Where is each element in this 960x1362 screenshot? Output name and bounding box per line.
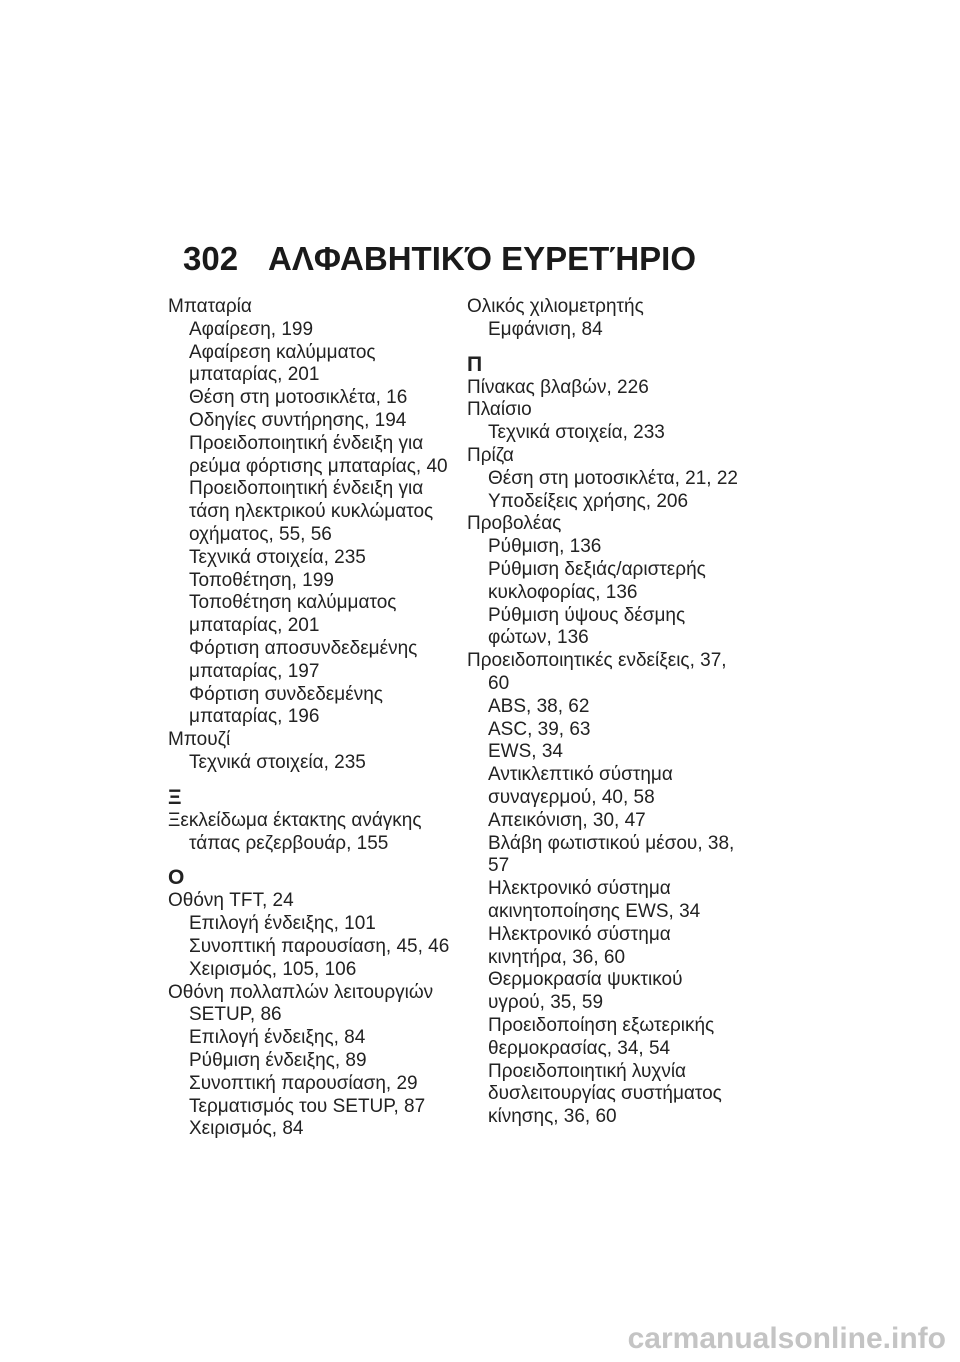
index-subentry: Θέση στη μοτοσικλέτα, 16 xyxy=(189,387,408,409)
index-subentry: Απεικόνιση, 30, 47 xyxy=(488,809,646,831)
index-subentry: Προειδοποίηση εξωτερικής xyxy=(488,1014,715,1036)
section-letter: Ο xyxy=(168,866,185,890)
index-subentry: Συνοπτική παρουσίαση, 45, 46 xyxy=(189,935,450,957)
index-entry-continuation: συναγερμού, 40, 58 xyxy=(488,786,655,808)
index-subentry: Χειρισμός, 84 xyxy=(189,1118,304,1140)
index-subentry: Ρύθμιση ύψους δέσμης xyxy=(488,604,686,626)
index-subentry: EWS, 34 xyxy=(488,741,563,763)
index-subentry: Εμφάνιση, 84 xyxy=(488,318,603,340)
index-subentry: Επιλογή ένδειξης, 101 xyxy=(189,913,376,935)
index-subentry: Ρύθμιση ένδειξης, 89 xyxy=(189,1049,367,1071)
index-entry-continuation: κινητήρα, 36, 60 xyxy=(488,946,626,968)
index-entry-continuation: SETUP, 86 xyxy=(189,1004,282,1026)
index-entry-continuation: κίνησης, 36, 60 xyxy=(488,1106,617,1128)
page-number: 302 xyxy=(183,240,239,277)
index-entry-continuation: 60 xyxy=(488,672,510,694)
index-subentry: Θέση στη μοτοσικλέτα, 21, 22 xyxy=(488,467,738,489)
index-entry: Πρίζα xyxy=(467,444,514,466)
index-entry-continuation: μπαταρίας, 201 xyxy=(189,615,320,637)
index-entry-continuation: οχήματος, 55, 56 xyxy=(189,523,332,545)
index-subentry: Προειδοποιητική λυχνία xyxy=(488,1060,687,1082)
index-subentry: Προειδοποιητική ένδειξη για xyxy=(189,478,424,500)
index-entry: Πίνακας βλαβών, 226 xyxy=(467,376,649,398)
index-subentry: Φόρτιση αποσυνδεδεμένης xyxy=(189,637,418,659)
index-subentry: Αντικλεπτικό σύστημα xyxy=(488,764,673,786)
index-entry: Προβολέας xyxy=(467,513,562,535)
index-entry-continuation: δυσλειτουργίας συστήματος xyxy=(488,1083,722,1105)
page-header xyxy=(183,240,743,286)
index-entry-continuation: ρεύμα φόρτισης μπαταρίας, 40 xyxy=(189,455,448,477)
index-subentry: Τεχνικά στοιχεία, 235 xyxy=(189,751,366,773)
index-subentry: Βλάβη φωτιστικού μέσου, 38, xyxy=(488,832,735,854)
index-subentry: Τοποθέτηση καλύμματος xyxy=(189,592,397,614)
index-entry: Πλαίσιο xyxy=(467,399,532,421)
index-subentry: Ρύθμιση, 136 xyxy=(488,536,602,558)
section-letter: Ξ xyxy=(168,785,182,809)
index-subentry: Ηλεκτρονικό σύστημα xyxy=(488,923,671,945)
index-subentry: Φόρτιση συνδεδεμένης xyxy=(189,683,383,705)
index-subentry: Ρύθμιση δεξιάς/αριστερής xyxy=(488,558,706,580)
watermark-text: carmanualsonline.info xyxy=(627,1322,946,1355)
index-entry-continuation: φώτων, 136 xyxy=(488,627,589,649)
index-entry-continuation: τάπας ρεζερβουάρ, 155 xyxy=(189,832,389,854)
section-letter: Π xyxy=(467,352,483,376)
index-subentry: Τοποθέτηση, 199 xyxy=(189,569,334,591)
index-subentry: Τεχνικά στοιχεία, 235 xyxy=(189,546,366,568)
index-entry: Προειδοποιητικές ενδείξεις, 37, xyxy=(467,650,727,672)
index-entry-continuation: μπαταρίας, 201 xyxy=(189,364,320,386)
index-subentry: ABS, 38, 62 xyxy=(488,695,590,717)
index-entry: Ολικός χιλιομετρητής xyxy=(467,296,644,317)
index-subentry: Χειρισμός, 105, 106 xyxy=(189,958,357,980)
index-subentry: Αφαίρεση, 199 xyxy=(189,318,314,340)
index-entry-continuation: υγρού, 35, 59 xyxy=(488,992,604,1014)
index-column-right xyxy=(467,296,757,1129)
index-entry: Οθόνη TFT, 24 xyxy=(168,890,294,912)
index-entry-continuation: μπαταρίας, 196 xyxy=(189,706,320,728)
index-entry-continuation: μπαταρίας, 197 xyxy=(189,660,320,682)
index-subentry: ASC, 39, 63 xyxy=(488,718,591,740)
index-subentry: Ηλεκτρονικό σύστημα xyxy=(488,878,671,900)
index-entry-continuation: θερμοκρασίας, 34, 54 xyxy=(488,1037,671,1059)
page-title: ΑΛΦΑΒΗΤΙΚΌ ΕΥΡΕΤΉΡΙΟ xyxy=(268,240,697,277)
index-subentry: Προειδοποιητική ένδειξη για xyxy=(189,432,424,454)
index-entry: Μπαταρία xyxy=(168,296,252,317)
index-entry-continuation: κυκλοφορίας, 136 xyxy=(488,581,638,603)
index-subentry: Τεχνικά στοιχεία, 233 xyxy=(488,422,665,444)
index-subentry: Συνοπτική παρουσίαση, 29 xyxy=(189,1072,418,1094)
index-entry-continuation: ακινητοποίησης EWS, 34 xyxy=(488,900,701,922)
index-column-left xyxy=(168,296,450,1141)
index-entry: Μπουζί xyxy=(168,729,231,751)
index-subentry: Αφαίρεση καλύμματος xyxy=(189,341,376,363)
index-entry-continuation: τάση ηλεκτρικού κυκλώματος xyxy=(189,501,434,523)
index-subentry: Οδηγίες συντήρησης, 194 xyxy=(189,409,407,431)
index-subentry: Υποδείξεις χρήσης, 206 xyxy=(488,490,689,512)
index-subentry: Τερματισμός του SETUP, 87 xyxy=(189,1095,426,1117)
index-subentry: Επιλογή ένδειξης, 84 xyxy=(189,1027,366,1049)
index-entry: Οθόνη πολλαπλών λειτουργιών xyxy=(168,981,434,1003)
index-entry: Ξεκλείδωμα έκτακτης ανάγκης xyxy=(168,809,422,831)
index-entry-continuation: 57 xyxy=(488,855,510,877)
index-subentry: Θερμοκρασία ψυκτικού xyxy=(488,969,683,991)
